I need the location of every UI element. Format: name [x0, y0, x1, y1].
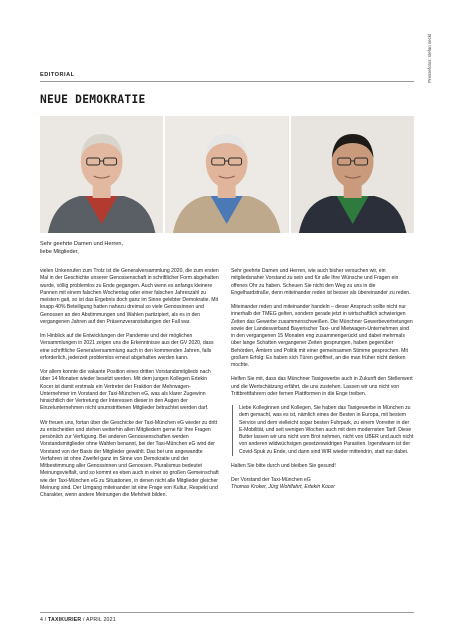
salutation: [40, 240, 220, 256]
right-paragraph: Miteinander reden und miteinander handeln – dieser Anspruch sollte nicht nur innerhalb der TMEG gelten, sondern gerade jetzt in wirtschaftlich schwierigen Zeiten das Gewerbe zusammenschweißen. Die Münchner Gewerbevertretungen sowie der Landesverband Bayerischer Taxi- und Mietwagen-Unternehmen sind in den vergangenen 15 Monaten eng zusammengerückt und dabei mehrmals über lange Schatten vergangener Zeiten gesprungen, haben gegenüber Behörden, Ämtern und Politik mit einer gemeinsamen Stimme gesprochen. Mit großem Erfolg: Es haben sich Türen geöffnet, an die man früher nicht denken mochte.: [231, 304, 413, 368]
footer-divider: [40, 612, 414, 613]
pull-quote: [232, 405, 414, 456]
left-paragraph: Vor allem konnte die vakante Position eines dritten Vorstandsmitglieds nach über 14 Monaten wieder besetzt werden. Mit dem jungen Kollegen Ertekin Kocer ist damit erstmals ein Vertreter der Fraktion der Mehrwagen-Unternehmer im Vorstand der Taxi-München eG, was als klarer Zugewinn hinsichtlich der Vertretung der Interessen dieser in den Augen der Einzelunternehmen nicht unumstrittenen Mitglieder betrachtet werden darf.: [40, 369, 211, 412]
magazine-name: TAXIKURIER: [48, 617, 82, 623]
salutation-line-2: liebe Mitglieder,: [40, 249, 79, 255]
headline: NEUE DEMOKRATIE: [40, 93, 146, 106]
photo-credit: Pressefotos: stefan seckl: [427, 34, 432, 83]
footer-separator: /: [44, 617, 49, 623]
page-footer: [40, 617, 116, 623]
portrait-left: [40, 116, 163, 233]
salutation-line-1: Sehr geehrte Damen und Herren,: [40, 241, 124, 247]
signature-title: Der Vorstand der Taxi-München eG: [231, 477, 311, 483]
portrait-strip: [40, 116, 414, 233]
right-column: [231, 268, 414, 492]
top-divider: [40, 81, 414, 82]
left-column: [40, 268, 220, 506]
section-label: EDITORIAL: [40, 72, 75, 78]
issue-date: APRIL 2021: [86, 617, 116, 623]
footer-separator: /: [83, 617, 87, 623]
closing-line: Halten Sie bitte durch und bleiben Sie gesund!: [231, 462, 336, 469]
portrait-center: [165, 116, 288, 233]
left-paragraph: Wir freuen uns, fortan über die Geschicke der Taxi-München eG wieder zu dritt zu entscheiden und stehen weiterhin allen Mitgliedern gerne für Ihre Fragen persönlich zur Verfügung. Bei anderen Genossenschaften werden Vorstandsmitglieder ohne Wahlen benannt, bei der Taxi-München eG wird der Vorstand von der Basis der Mitglieder gewählt. Das bei uns angewandte Verfahren ist ohne Zweifel ganz im Sinne von Demokratie und der Mitbestimmung aller Genossinnen und Genossen. Pluralismus bedeutet Meinungsvielfalt, und so kommt es eben auch in einer so großen Gemeinschaft wie der Taxi-München eG zu Situationen, in denen nicht alle Mitglieder gleicher Meinung sind. Der Umgang miteinander ist eine Frage von Kultur, Respekt und Charakter, wenn andere Meinungen die Mehrheit bilden.: [40, 419, 219, 498]
right-paragraph: Helfen Sie mit, dass das Münchner Taxigewerbe auch in Zukunft den Stellenwert und die Wertschätzung erfährt, die uns zustehen. Lassen wir uns nicht von Trittbrettfahrern oder fernen Plattformen in die Enge treiben.: [231, 376, 413, 397]
portrait-right: [291, 116, 414, 233]
signature-names: Thomas Kroker, Jürg Wohlfahrt, Ertekin Kocer: [231, 484, 335, 491]
left-paragraph: vielen Unkenrufen zum Trotz ist die Generalversammlung 2020, die zum ersten Mal in der Geschichte unserer Genossenschaft in schriftlicher Form abgehalten wurde, völlig problemlos zu Ende gegangen. Auch wenn es anfangs kleinere Pannen mit einem falschen Wochentag oder einer falschen Jahreszahl zu meistern galt, so ist das Ergebnis doch ganz im Sinne gelebter Demokratie. Mit knapp 40% Beteiligung hatten nahezu dreimal so viele Genossinnen und Genossen an den Abstimmungen und Wahlen partizipiert, als es in den vergangenen Jahren auf den Präsenzveranstaltungen der Fall war.: [40, 268, 219, 325]
right-paragraph: Sehr geehrte Damen und Herren, wie auch bisher versuchen wir, ein mitgliedsnaher Vorstand zu sein und für alle Ihre Wünsche und Fragen ein offenes Ohr zu haben. Scheuen Sie nicht den Weg zu uns in die Engelhardstraße, denn miteinander reden ist besser als übereinander zu reden.: [231, 268, 411, 296]
pull-quote-text: Liebe Kolleginnen und Kollegen, Sie haben das Taxigewerbe in München zu dem gemacht, was es ist, nämlich eines der Besten in Europa, mit bestem Service und dem vielleicht sogar besten Fuhrpark, zu einem Vorreiter in der E-Mobilität, und seit wenigen Wochen auch mit dem modernsten Tarif. Diese Butter lassen wir uns nicht vom Brot nehmen, nicht von UBER und auch nicht von anderen wildwüchsigen gesetzeswidrigen Parasiten. Irgendwann ist der Covid-Spuk zu Ende, und dann sind WIR wieder mittendrin, statt nur dabei.: [239, 405, 414, 455]
left-paragraph: Im Hinblick auf die Entwicklungen der Pandemie und der möglichen Versammlungen in 2021 zeigen uns die Erkenntnisse aus der GV 2020, dass eine schriftliche Generalversammlung auch in den kommenden Jahren, falls erforderlich, jederzeit problemlos erneut abgehalten werden kann.: [40, 333, 214, 361]
page-number: 4: [40, 617, 44, 623]
